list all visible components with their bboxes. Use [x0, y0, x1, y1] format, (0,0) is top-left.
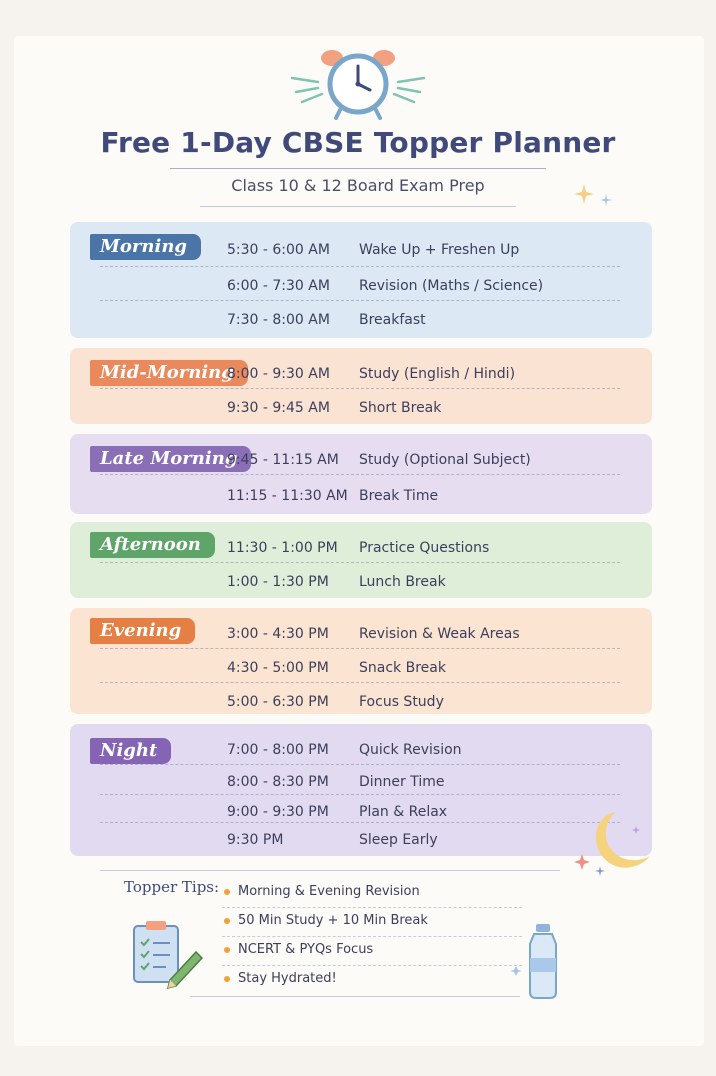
row-time: 9:30 - 9:45 AM	[227, 400, 330, 416]
section-evening	[70, 608, 652, 714]
planner-header	[0, 0, 716, 210]
section-label: Afternoon	[90, 532, 215, 558]
row-activity: Short Break	[359, 400, 442, 416]
row-time: 9:00 - 9:30 PM	[227, 804, 329, 820]
schedule-row	[225, 824, 625, 858]
crescent-moon-icon	[566, 806, 658, 884]
schedule-row	[225, 686, 625, 720]
water-bottle-icon	[504, 922, 568, 1000]
section-label: Morning	[90, 234, 201, 260]
row-activity: Wake Up + Freshen Up	[359, 242, 520, 258]
row-activity: Breakfast	[359, 312, 426, 328]
section-afternoon	[70, 522, 652, 598]
schedule-row	[225, 566, 625, 600]
row-time: 6:00 - 7:30 AM	[227, 278, 330, 294]
row-time: 7:00 - 8:00 PM	[227, 742, 329, 758]
row-time: 9:45 - 11:15 AM	[227, 452, 339, 468]
bullet-icon	[224, 976, 230, 982]
row-time: 8:00 - 8:30 PM	[227, 774, 329, 790]
tip-item	[224, 942, 373, 957]
schedule-row	[225, 480, 625, 514]
title-divider	[170, 168, 546, 169]
tip-text: 50 Min Study + 10 Min Break	[238, 913, 428, 928]
section-late-morning	[70, 434, 652, 514]
row-time: 7:30 - 8:00 AM	[227, 312, 330, 328]
schedule-row	[225, 766, 625, 800]
row-activity: Focus Study	[359, 694, 444, 710]
bullet-icon	[224, 947, 230, 953]
tip-divider	[222, 936, 522, 937]
row-time: 1:00 - 1:30 PM	[227, 574, 329, 590]
row-time: 3:00 - 4:30 PM	[227, 626, 329, 642]
row-activity: Dinner Time	[359, 774, 445, 790]
alarm-clock-icon	[288, 44, 428, 120]
tips-top-divider	[100, 870, 560, 871]
schedule-row	[225, 618, 625, 652]
schedule-row	[225, 392, 625, 426]
row-time: 5:30 - 6:00 AM	[227, 242, 330, 258]
row-activity: Study (Optional Subject)	[359, 452, 531, 468]
row-time: 11:15 - 11:30 AM	[227, 488, 348, 504]
schedule-row	[225, 304, 625, 338]
tip-item	[224, 913, 428, 928]
row-time: 4:30 - 5:00 PM	[227, 660, 329, 676]
row-activity: Sleep Early	[359, 832, 438, 848]
section-morning	[70, 222, 652, 338]
schedule-row	[225, 652, 625, 686]
tip-item	[224, 971, 337, 986]
section-mid-morning	[70, 348, 652, 424]
tip-divider	[222, 965, 522, 966]
schedule-row	[225, 532, 625, 566]
row-activity: Plan & Relax	[359, 804, 448, 820]
tip-item	[224, 884, 420, 899]
row-activity: Revision (Maths / Science)	[359, 278, 544, 294]
row-time: 8:00 - 9:30 AM	[227, 366, 330, 382]
section-label: Mid-Morning	[90, 360, 248, 386]
section-night	[70, 724, 652, 856]
subtitle-divider	[200, 206, 516, 207]
row-activity: Lunch Break	[359, 574, 446, 590]
row-activity: Snack Break	[359, 660, 446, 676]
row-activity: Study (English / Hindi)	[359, 366, 516, 382]
schedule-row	[225, 358, 625, 392]
schedule-row	[225, 270, 625, 304]
sparkle-icon	[570, 180, 618, 212]
row-time: 11:30 - 1:00 PM	[227, 540, 338, 556]
row-activity: Quick Revision	[359, 742, 462, 758]
tip-text: NCERT & PYQs Focus	[238, 942, 374, 957]
tip-text: Morning & Evening Revision	[238, 884, 420, 899]
schedule-row	[225, 444, 625, 478]
row-time: 9:30 PM	[227, 832, 284, 848]
page-title: Free 1-Day CBSE Topper Planner	[100, 126, 616, 159]
schedule-row	[225, 734, 625, 768]
checklist-clipboard-icon	[126, 918, 206, 990]
tips-bottom-divider	[190, 996, 520, 997]
row-activity: Revision & Weak Areas	[359, 626, 520, 642]
tips-title: Topper Tips:	[124, 878, 220, 896]
section-label: Evening	[90, 618, 195, 644]
row-time: 5:00 - 6:30 PM	[227, 694, 329, 710]
bullet-icon	[224, 918, 230, 924]
row-activity: Break Time	[359, 488, 439, 504]
section-label: Late Morning	[90, 446, 251, 472]
tip-divider	[222, 907, 522, 908]
bullet-icon	[224, 889, 230, 895]
tip-text: Stay Hydrated!	[238, 971, 337, 986]
section-label: Night	[90, 738, 171, 764]
schedule-row	[225, 234, 625, 268]
row-activity: Practice Questions	[359, 540, 490, 556]
page-subtitle: Class 10 & 12 Board Exam Prep	[231, 176, 485, 195]
